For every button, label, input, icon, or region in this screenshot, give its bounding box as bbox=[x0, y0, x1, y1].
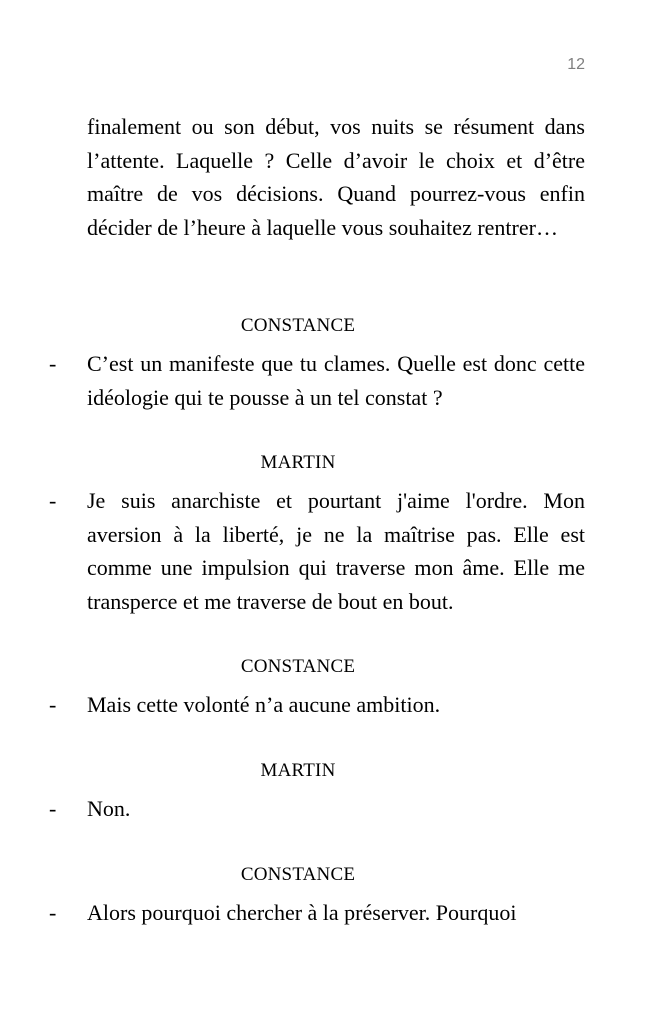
dialogue-dash: - bbox=[49, 351, 57, 376]
dialogue-dash: - bbox=[49, 488, 57, 513]
speaker-name: MARTIN bbox=[260, 452, 336, 473]
dialogue-line: Non. bbox=[87, 796, 131, 821]
dialogue-line: Alors pourquoi chercher à la préserver. Pourquoi bbox=[87, 900, 517, 925]
dialogue-dash: - bbox=[49, 900, 57, 925]
opening-paragraph: finalement ou son début, vos nuits se résument dans l’attente. Laquelle ? Celle d’avoir le choix et d’être maître de vos décisions. Quand pourrez-vous enfin décider de l’heure à laquelle vous souhaitez rentrer… bbox=[87, 114, 585, 240]
dialogue-line: Je suis anarchiste et pourtant j'aime l'ordre. Mon aversion à la liberté, je ne la maîtrise pas. Elle est comme une impulsion qui traverse mon âme. Elle me transperce et me traverse de bout en bout. bbox=[87, 488, 585, 614]
speaker-name: CONSTANCE bbox=[240, 864, 356, 885]
speaker-name: CONSTANCE bbox=[240, 656, 356, 677]
page-number: 12 bbox=[567, 56, 585, 73]
speaker-name: MARTIN bbox=[260, 760, 336, 781]
dialogue-dash: - bbox=[49, 796, 57, 821]
dialogue-line: C’est un manifeste que tu clames. Quelle est donc cette idéologie qui te pousse à un tel constat ? bbox=[87, 351, 585, 410]
dialogue-line: Mais cette volonté n’a aucune ambition. bbox=[87, 692, 441, 717]
speaker-name: CONSTANCE bbox=[240, 315, 356, 336]
dialogue-dash: - bbox=[49, 692, 57, 717]
